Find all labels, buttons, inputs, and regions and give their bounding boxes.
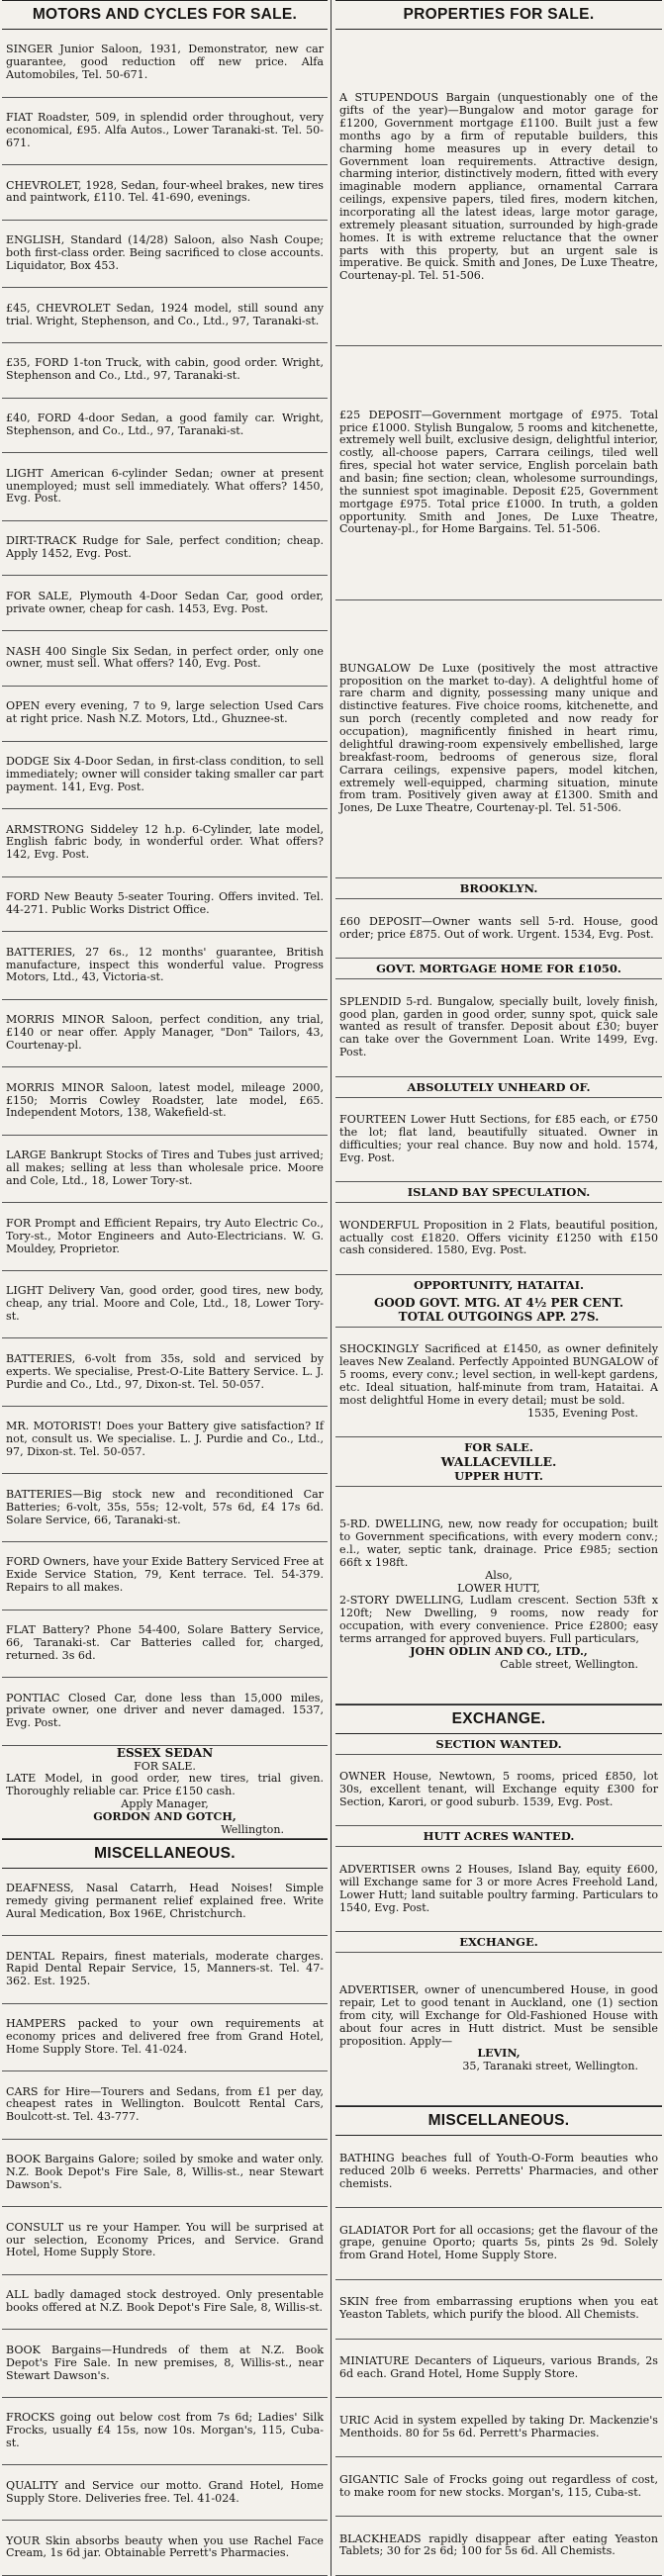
left-misc-ad: [2, 2207, 328, 2275]
motor-text: ARMSTRONG Siddeley 12 h.p. 6-Cylinder, late model, English fabric body, in wonderful order. What offers? 142, Evg. Post.: [6, 822, 324, 862]
exch-name: LEVIN,: [477, 2047, 521, 2061]
essex-town: Wellington.: [221, 1822, 284, 1836]
hataitai-sub1: GOOD GOVT. MTG. AT 4½ PER CENT.: [373, 1295, 624, 1310]
essex-sub: FOR SALE.: [134, 1759, 196, 1773]
unheard-body: FOURTEEN Lower Hutt Sections, for £85 each, or £750 the lot; flat land, beautifully situated. Owner in difficulties; your real chance. Buy now and hold. 1574, Evg. Post.: [339, 1113, 658, 1164]
property-text: BUNGALOW De Luxe (positively the most attractive proposition on the market to-day). A delightful home of rare charm and dignity, possessing many unique and distinctive features. Five choice rooms, kitchenette, and sun porch (recently completed and now ready for occupation), magnificently finished in heart rimu, delightful drawing-room expensively embellished, large breakfast-room, bedrooms of generous size, floral Carrara ceilings, expensive papers, model kitchen, extremely well-equipped, charming situation, minute from tram. Positively given away at £1300. Smith and Jones, De Luxe Theatre, Courtenay-pl. Tel. 51-506.: [339, 661, 658, 815]
brooklyn-ad: [335, 899, 662, 959]
right-misc-text: SKIN free from embarrassing eruptions when you eat Yeaston Tablets, which purify the blood. All Chemists.: [339, 2295, 658, 2322]
brooklyn-title: BROOKLYN.: [335, 878, 662, 899]
wallace-title3: UPPER HUTT.: [454, 1469, 543, 1484]
motor-ad: [2, 1136, 328, 1204]
right-misc-text: GIGANTIC Sale of Frocks going out regardless of cost, to make room for new stocks. Morgan's, 115, Cuba-st.: [339, 2472, 658, 2499]
left-misc-text: YOUR Skin absorbs beauty when you use Rachel Face Cream, 1s 6d jar. Obtainable Perrett's Pharmacies.: [6, 2533, 324, 2560]
motor-ad: [2, 288, 328, 343]
motor-ad: [2, 1067, 328, 1136]
motor-text: BATTERIES—Big stock new and reconditioned Car Batteries; 6-volt, 35s, 55s; 12-volt, 57s 6d, £4 17s 6d. Solare Service, 66, Taranaki-st.: [6, 1487, 324, 1526]
motor-ad: [2, 343, 328, 399]
motor-text: BATTERIES, 6-volt from 35s, sold and serviced by experts. We specialise, Prest-O-Lite Battery Service. L. J. Purdie and Co., Ltd., 97, Dixon-st. Tel. 50-057.: [6, 1351, 324, 1391]
left-misc-text: BOOK Bargains Galore; soiled by smoke and water only. N.Z. Book Depot's Fire Sale, 8, Willis-st., near Stewart Dawson's.: [6, 2153, 324, 2191]
hataitai-body: SHOCKINGLY Sacrificed at £1450, as owner definitely leaves New Zealand. Perfectly Appointed BUNGALOW of 5 rooms, every conv.; level section, in well-kept gardens, etc. Ideal situation, half-minute from tram, Hataitai. A most delightful Home in every detail; must be sold.: [339, 1342, 658, 1407]
right-misc-text: GLADIATOR Port for all occasions; get the flavour of the grape, genuine Oporto; quarts 5s, pints 2s 9d. Solely from Grand Hotel, Home Supply Store.: [339, 2223, 658, 2262]
property-ad: [335, 346, 662, 599]
motor-text: DODGE Six 4-Door Sedan, in first-class condition, to sell immediately; owner will consider taking smaller car part payment. 141, Evg. Post.: [6, 754, 324, 793]
hutt-ad: [335, 1847, 662, 1932]
hataitai-ref: 1535, Evening Post.: [526, 1406, 638, 1420]
left-misc-text: HAMPERS packed to your own requirements at economy prices and delivered free from Grand Hotel, Home Supply Store. Tel. 41-024.: [6, 2017, 324, 2056]
left-misc-text: DEAFNESS, Nasal Catarrh, Head Noises! Simple remedy giving permanent relief explained free. Write Aural Medication, Box 196E, Christchurch.: [6, 1882, 324, 1920]
exchange-heading: EXCHANGE.: [335, 1704, 662, 1734]
left-misc-ad: [2, 2275, 328, 2331]
motor-ad: [2, 742, 328, 810]
hataitai-sub2: TOTAL OUTGOINGS APP. 27S.: [398, 1309, 600, 1324]
hutt-body: ADVERTISER owns 2 Houses, Island Bay, equity £600, will Exchange same for 3 or more Acres Freehold Land, Lower Hutt; land suitable poultry farming. Particulars to 1540, Evg. Post.: [339, 1863, 658, 1914]
motor-text: BATTERIES, 27 6s., 12 months' guarantee, British manufacture, inspect this wonderful value. Progress Motors, Ltd., 43, Victoria-st.: [6, 945, 324, 984]
motor-text: FLAT Battery? Phone 54-400, Solare Battery Service, 66, Taranaki-st. Car Batteries called for, charged, returned. 3s 6d.: [6, 1623, 324, 1662]
motor-text: FOR Prompt and Efficient Repairs, try Auto Electric Co., Tory-st., Motor Engineers and Auto-Electricians. W. G. Mouldey, Proprietor.: [6, 1216, 324, 1255]
motor-ad: [2, 165, 328, 221]
motor-ad: [2, 631, 328, 687]
left-misc-heading: MISCELLANEOUS.: [2, 1839, 328, 1869]
right-misc-ad: [335, 2517, 662, 2576]
essex-apply: Apply Manager,: [121, 1796, 209, 1810]
unheard-title: ABSOLUTELY UNHEARD OF.: [335, 1077, 662, 1098]
left-misc-ad: [2, 2521, 328, 2576]
left-misc-text: QUALITY and Service our motto. Grand Hotel, Home Supply Store. Deliveries free. Tel. 41-024.: [6, 2478, 324, 2505]
motor-text: MORRIS MINOR Saloon, latest model, mileage 2000, £150; Morris Cowley Roadster, late model, £65. Independent Motors, 138, Wakefield-st.: [6, 1080, 324, 1120]
motor-ad: [2, 687, 328, 742]
motors-heading: MOTORS AND CYCLES FOR SALE.: [2, 0, 328, 30]
left-misc-text: BOOK Bargains—Hundreds of them at N.Z. Book Depot's Fire Sale. In new premises, 8, Willis-st., near Stewart Dawson's.: [6, 2343, 324, 2382]
govt-body: SPLENDID 5-rd. Bungalow, specially built, lovely finish, good plan, garden in good order, sunny spot, quick sale wanted as result of transfer. Deposit about £30; buyer can take over the Government Loan. Write 1499, Evg. Post.: [339, 994, 658, 1059]
motor-text: £35, FORD 1-ton Truck, with cabin, good order. Wright, Stephenson and Co., Ltd., 97, Taranaki-st.: [6, 356, 324, 383]
motor-ad: [2, 1610, 328, 1679]
hataitai-ad: [335, 1328, 662, 1437]
motor-text: DIRT-TRACK Rudge for Sale, perfect condition; cheap. Apply 1452, Evg. Post.: [6, 534, 324, 561]
right-misc-ad: [335, 2398, 662, 2457]
hataitai-title: [335, 1275, 662, 1328]
motor-text: PONTIAC Closed Car, done less than 15,000 miles, private owner, one driver and never damaged. 1537, Evg. Post.: [6, 1691, 324, 1730]
right-misc-text: BATHING beaches full of Youth-O-Form beauties who reduced 20lb 6 weeks. Perretts' Pharmacies, and other chemists.: [339, 2151, 658, 2190]
motor-ad: [2, 809, 328, 877]
motor-ad: [2, 1000, 328, 1068]
motor-text: ENGLISH, Standard (14/28) Saloon, also Nash Coupe; both first-class order. Being sacrificed to close accounts. Liquidator, Box 453.: [6, 233, 324, 272]
motor-text: FOR SALE, Plymouth 4-Door Sedan Car, good order, private owner, cheap for cash. 1453, Evg. Post.: [6, 589, 324, 615]
property-ad: [335, 600, 662, 879]
motor-text: NASH 400 Single Six Sedan, in perfect order, only one owner, must sell. What offers? 140, Evg. Post.: [6, 644, 324, 671]
exch-ad: [335, 1953, 662, 2106]
right-misc-ad: [335, 2280, 662, 2340]
motor-text: OPEN every evening, 7 to 9, large selection Used Cars at right price. Nash N.Z. Motors, Ltd., Ghuznee-st.: [6, 699, 324, 726]
hutt-title: HUTT ACRES WANTED.: [335, 1826, 662, 1847]
motor-text: MORRIS MINOR Saloon, perfect condition, any trial, £140 or near offer. Apply Manager, "Don" Tailors, 43, Courtenay-pl.: [6, 1013, 324, 1052]
wallace-lower: LOWER HUTT,: [457, 1581, 540, 1595]
motor-text: FORD New Beauty 5-seater Touring. Offers invited. Tel. 44-271. Public Works District Office.: [6, 890, 324, 916]
motor-text: FIAT Roadster, 509, in splendid order throughout, very economical, £95. Alfa Autos., Lower Taranaki-st. Tel. 50-671.: [6, 111, 324, 149]
left-misc-text: CONSULT us re your Hamper. You will be surprised at our selection, Economy Prices, and Service. Grand Hotel, Home Supply Store.: [6, 2220, 324, 2259]
wallace-addr: Cable street, Wellington.: [500, 1657, 638, 1671]
motor-text: MR. MOTORIST! Does your Battery give satisfaction? If not, consult us. We specialise. L. J. Purdie and Co., Ltd., 97, Dixon-st. Tel. 50-057.: [6, 1420, 324, 1459]
motor-text: LIGHT American 6-cylinder Sedan; owner at present unemployed; must sell immediately. What offers? 1450, Evg. Post.: [6, 466, 324, 506]
wallace-firm: JOHN ODLIN AND CO., LTD.,: [410, 1644, 588, 1658]
motor-ad: [2, 30, 328, 98]
motor-text: £45, CHEVROLET Sedan, 1924 model, still sound any trial. Wright, Stephenson, and Co., Ltd., 97, Taranaki-st.: [6, 301, 324, 327]
column-rule: [331, 0, 332, 2576]
essex-title: ESSEX SEDAN: [116, 1745, 214, 1760]
motor-ad: [2, 877, 328, 933]
motor-text: LARGE Bankrupt Stocks of Tires and Tubes just arrived; all makes; selling at less than wholesale price. Moore and Cole, Ltd., 18, Lower Tory-st.: [6, 1149, 324, 1188]
motor-text: SINGER Junior Saloon, 1931, Demonstrator, new car guarantee, good reduction off new price. Alfa Automobiles, Tel. 50-671.: [6, 43, 324, 82]
essex-firm: GORDON AND GOTCH,: [93, 1809, 237, 1823]
govt-title: GOVT. MORTGAGE HOME FOR £1050.: [335, 959, 662, 979]
section-title: SECTION WANTED.: [335, 1734, 662, 1755]
wallace-body2: 2-STORY DWELLING, Ludlam crescent. Section 53ft x 120ft; New Dwelling, 9 rooms, now ready for occupation, with every convenience. Price £2800; easy terms arranged for approved buyers. Full particulars,: [339, 1594, 658, 1646]
motor-ad: [2, 1542, 328, 1610]
motor-ad: [2, 1338, 328, 1407]
right-misc-ad: [335, 2208, 662, 2280]
motor-ad: [2, 453, 328, 521]
wallace-title1: FOR SALE.: [464, 1440, 533, 1455]
essex-body: LATE Model, in good order, new tires, trial given. Thoroughly reliable car. Price £150 cash.: [6, 1772, 324, 1798]
motor-text: £40, FORD 4-door Sedan, a good family car. Wright, Stephenson, and Co., Ltd., 97, Taranaki-st.: [6, 412, 324, 437]
left-misc-ad: [2, 2465, 328, 2521]
wallace-ad: [335, 1487, 662, 1704]
motor-ad: [2, 1474, 328, 1542]
exch-addr: 35, Taranaki street, Wellington.: [462, 2060, 638, 2073]
left-column: [2, 0, 328, 2576]
right-misc-heading: MISCELLANEOUS.: [335, 2106, 662, 2136]
right-misc-text: URIC Acid in system expelled by taking Dr. Mackenzie's Menthoids. 80 for 5s 6d. Perrett's Pharmacies.: [339, 2413, 658, 2439]
motor-ad: [2, 1271, 328, 1339]
right-misc-text: BLACKHEADS rapidly disappear after eating Yeaston Tablets; 30 for 2s 6d; 100 for 5s 6d. All Chemists.: [339, 2531, 658, 2558]
section-body: OWNER House, Newtown, 5 rooms, priced £850, lot 30s, excellent tenant, will Exchange equity £300 for Section, Karori, or good suburb. 1539, Evg. Post.: [339, 1770, 658, 1809]
brooklyn-body: £60 DEPOSIT—Owner wants sell 5-rd. House, good order; price £875. Out of work. Urgent. 1534, Evg. Post.: [339, 914, 658, 941]
right-misc-ad: [335, 2340, 662, 2399]
unheard-ad: [335, 1098, 662, 1183]
wallace-body1: 5-RD. DWELLING, new, now ready for occupation; built to Government specifications, with every modern conv.; e.l., water, septic tank, drainage. Price £985; section 66ft x 198ft.: [339, 1518, 658, 1569]
wallace-also: Also,: [485, 1568, 513, 1582]
island-body: WONDERFUL Proposition in 2 Flats, beautiful position, actually cost £1820. Offers vicinity £1250 with £150 cash considered. 1580, Evg. Post.: [339, 1218, 658, 1257]
property-text: A STUPENDOUS Bargain (unquestionably one of the gifts of the year)—Bungalow and motor garage for £1200, Government mortgage £1100. Built just a few months ago by a firm of reputable builders, this charming home measures up in every detail to Government loan requirements. Attractive design, charming interior, distinctively modern, fitted with every imaginable modern appliance, ornamental Carrara ceilings, expensive papers, tiled fires, modern kitchen, incorporating all the latest ideas, large motor garage, extremely pleasant situation, surrounded by high-grade homes. It is with extreme reluctance that the owner parts with this property, but an urgent sale is imperative. Be quick. Smith and Jones, De Luxe Theatre, Courtenay-pl. Tel. 51-506.: [339, 91, 658, 283]
property-ad: [335, 30, 662, 346]
exch-body: ADVERTISER, owner of unencumbered House, in good repair, Let to good tenant in Auckland, one (1) section from city, will Exchange for Old-Fashioned House with about four acres in Hutt district. Must be sensible proposition. Apply—: [339, 1983, 658, 2048]
left-misc-ad: [2, 2330, 328, 2398]
island-ad: [335, 1203, 662, 1275]
motor-ad: [2, 932, 328, 1000]
left-misc-text: DENTAL Repairs, finest materials, moderate charges. Rapid Dental Repair Service, 15, Manners-st. Tel. 47-362. Est. 1925.: [6, 1949, 324, 1988]
motor-text: FORD Owners, have your Exide Battery Serviced Free at Exide Service Station, 79, Kent terrace. Tel. 54-379. Repairs to all makes.: [6, 1555, 324, 1595]
property-heading: PROPERTIES FOR SALE.: [335, 0, 662, 30]
motor-ad: [2, 98, 328, 166]
left-misc-ad: [2, 2004, 328, 2072]
right-misc-text: MINIATURE Decanters of Liqueurs, various Brands, 2s 6d each. Grand Hotel, Home Supply Store.: [339, 2354, 658, 2380]
right-misc-ad: [335, 2136, 662, 2208]
exch-title: EXCHANGE.: [335, 1932, 662, 1953]
motor-ad: [2, 576, 328, 631]
essex-ad: [2, 1746, 328, 1839]
motor-text: LIGHT Delivery Van, good order, good tires, new body, cheap, any trial. Moore and Cole, Ltd., 18, Lower Tory-st.: [6, 1284, 324, 1324]
left-misc-ad: [2, 1936, 328, 2004]
island-title: ISLAND BAY SPECULATION.: [335, 1182, 662, 1203]
motor-ad: [2, 1407, 328, 1475]
govt-ad: [335, 979, 662, 1076]
motor-text: CHEVROLET, 1928, Sedan, four-wheel brakes, new tires and paintwork, £110. Tel. 41-690, evenings.: [6, 178, 324, 205]
hataitai-title-text: OPPORTUNITY, HATAITAI.: [413, 1277, 585, 1292]
motor-ad: [2, 399, 328, 454]
motor-ad: [2, 521, 328, 577]
left-misc-text: CARS for Hire—Tourers and Sedans, from £1 per day, cheapest rates in Wellington. Boulcott Rental Cars, Boulcott-st. Tel. 43-777.: [6, 2084, 324, 2124]
left-misc-text: ALL badly damaged stock destroyed. Only presentable books offered at N.Z. Book Depot's Fire Sale, 8, Willis-st.: [6, 2288, 324, 2315]
property-text: £25 DEPOSIT—Government mortgage of £975. Total price £1000. Stylish Bungalow, 5 rooms and kitchenette, extremely well built, exclusive design, delightful interior, costly, all-choose papers, Carrara ceilings, tiled well fires, special hot water service, English porcelain bath and basin; fine section; clean, wholesome surroundings, the sunniest spot imaginable. Deposit £25, Government mortgage £975. Total price £1000. In truth, a golden opportunity. Smith and Jones, De Luxe Theatre, Courtenay-pl., for Home Bargains. Tel. 51-506.: [339, 408, 658, 536]
right-column: [335, 0, 662, 2576]
wallace-title2: WALLACEVILLE.: [440, 1454, 557, 1470]
left-misc-text: FROCKS going out below cost from 7s 6d; Ladies' Silk Frocks, usually £4 15s, now 10s. Morgan's, 115, Cuba-st.: [6, 2411, 324, 2450]
left-misc-ad: [2, 2140, 328, 2208]
motor-ad: [2, 1678, 328, 1746]
left-misc-ad: [2, 2071, 328, 2140]
wallace-title: [335, 1437, 662, 1487]
right-misc-ad: [335, 2457, 662, 2517]
motor-ad: [2, 221, 328, 289]
motor-ad: [2, 1203, 328, 1271]
left-misc-ad: [2, 2398, 328, 2466]
left-misc-ad: [2, 1869, 328, 1937]
section-ad: [335, 1755, 662, 1827]
